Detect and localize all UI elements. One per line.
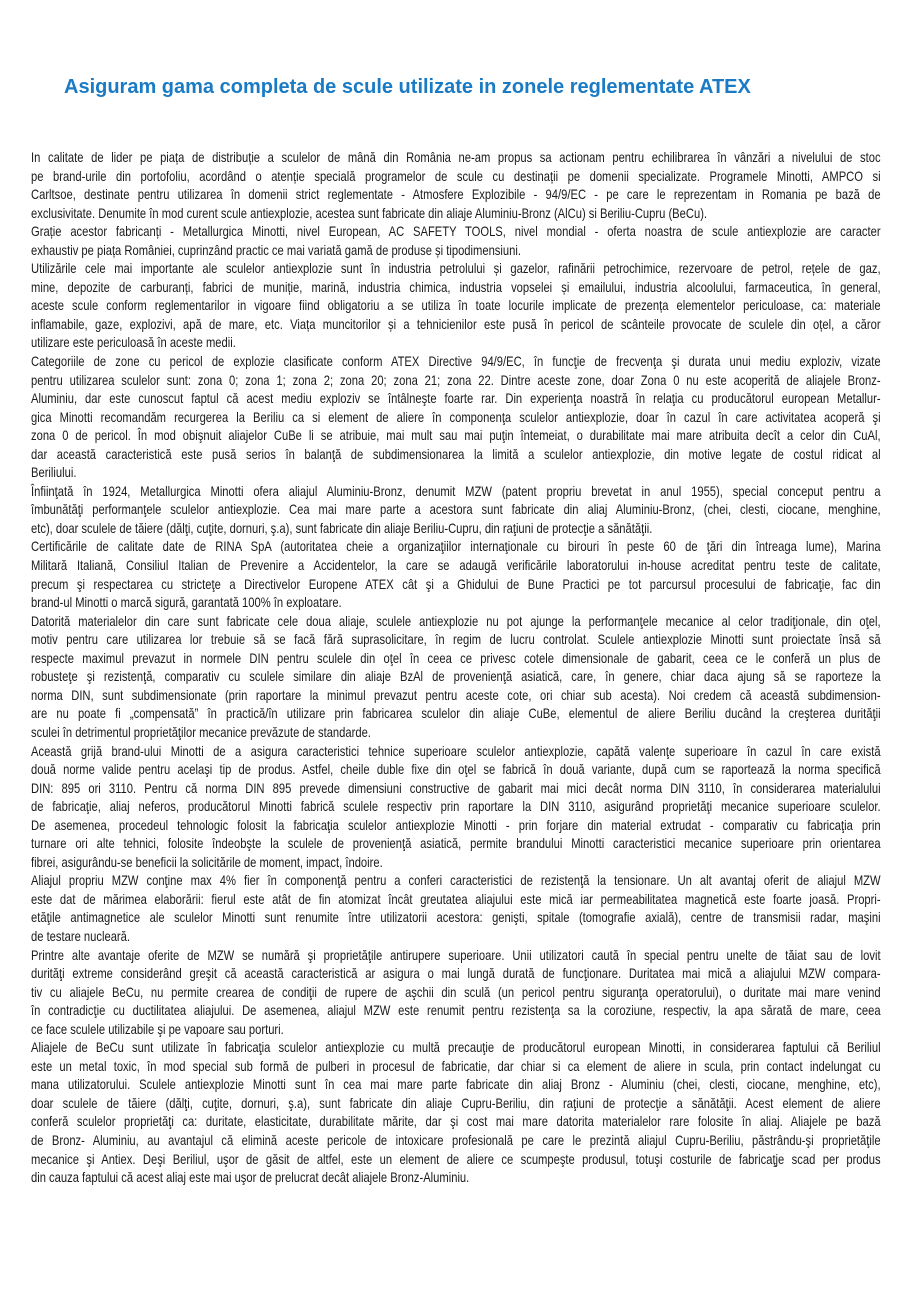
paragraph-line: Categoriile de zone cu pericol de explozie clasificate conform ATEX Directive 94/9/EC, în funcţie de frecvenţa şi durata unui mediu exploziv, vizate <box>31 353 881 370</box>
paragraph-line: conferă sculelor proprietăţi ca: duritate, elasticitate, durabilitate mărite, dar şi cost mai mare datorita materialelor rare folosite în aliaj. Aliajele pe bază <box>31 1113 881 1130</box>
paragraph-line: în contradicţie cu ductilitatea aliajului. De asemenea, aliajul MZW este renumit pentru rezistenţa sa la coroziune, respectiv, la apa sărată de mare, ceea <box>31 1002 881 1019</box>
paragraph-line: de Bronz- Aluminiu, au avantajul că elimină aceste pericole de intoxicare profesională pe care le prezintă aliajul Cupru-Beriliu, păstrându-şi proprietăţile <box>31 1131 881 1148</box>
paragraph <box>31 222 881 259</box>
paragraph <box>31 352 881 482</box>
paragraph-line: Această grijă brand-ului Minotti de a asigura caracteristici tehnice superioare sculelor antiexplozie, capătă valenţe superioare în cazul în care există <box>31 742 881 759</box>
paragraph-line: mecanice şi Antiex. Deşi Beriliul, uşor de găsit de altfel, este un element de aliere ce scumpeşte produsul, totuşi costurile de fabricaţje scad per produs <box>31 1150 881 1167</box>
paragraph-line: brand-ul Minotti o marcă sigură, garantată 100% în exploatare. <box>31 594 342 611</box>
paragraph-line: durităţi extreme considerând greşit că această caracteristică ar asigura o mai lungă durată de funcţionare. Duritatea mai mică a aliajului MZW compara- <box>31 965 881 982</box>
paragraph-line: zona 0 de pericol. În mod obişnuit aliajelor CuBe li se atribuie, mai mult sau mai puţin întemeiat, o durabilitate mai mare atribuita decît a celor din CuAl, <box>31 427 881 444</box>
paragraph-line: gica Minotti recomandăm recurgerea la Beriliu ca si element de aliere în componenţa sculelor antiexplozie, doar în cazul în care activitatea acoperă şi <box>31 408 881 425</box>
paragraph-line: De asemenea, procedeul tehnologic folosit la fabricaţia sculelor antiexplozie Minotti - prin forjare din material extrudat - comparativ cu fabricaţia prin <box>31 816 881 833</box>
paragraph-line: Grație acestor fabricanți - Metallurgica Minotti, nivel European, AC SAFETY TOOLS, nivel mondial - oferta noastra de scule antiexplozie are caracter <box>31 223 881 240</box>
paragraph-line: sculei în detrimentul proprietăţilor mecanice prevăzute de standarde. <box>31 723 371 740</box>
paragraph-line: turnare ori alte tehnici, folosite îndeobşte la sculele de provenienţă asiatică, permite brandului Minotti caracteristici mecanice superioare prin orientarea <box>31 835 881 852</box>
paragraph <box>31 148 881 222</box>
paragraph-line: fibrei, asigurându-se beneficii la solicitările de moment, impact, îndoire. <box>31 853 383 870</box>
paragraph-line: Aliajul propriu MZW conţine max 4% fier în componenţă pentru a conferi caracteristici de rezistenţă la tensionare. Un alt avantaj oferit de aliajul MZW <box>31 872 881 889</box>
article-body <box>31 148 881 1187</box>
paragraph-line: Aliajele de BeCu sunt utilizate în fabricaţia sculelor antiexplozie cu multă precauţie de producătorul european Minotti, in considerarea faptului că Beriliul <box>31 1039 881 1056</box>
paragraph <box>31 1038 881 1186</box>
paragraph-line: DIN: 895 ori 3110. Pentru că norma DIN 895 prevede dimensiuni constructive de gabarit mai mici decât norma DIN 3110, în considerarea materialului <box>31 779 881 796</box>
page-title: Asiguram gama completa de scule utilizate in zonele reglementate ATEX <box>64 76 751 98</box>
paragraph-line: are nu poate fi „compensată” în practică/în utilizare prin fabricarea sculelor din aliaje CuBe, elementul de aliere Beriliu ducând la creşterea durităţii <box>31 705 881 722</box>
paragraph-line: Carltsoe, destinate pentru utilizarea în domenii strict reglementate - Atmosfere Explozibile - 94/9/EC - pe care le reprezentam in Romania pe bază de <box>31 186 881 203</box>
paragraph-line: Utilizările cele mai importante ale sculelor antiexplozie sunt în industria petrolului și gazelor, rafinării petrochimice, rezervoare de petrol, rețele de gaz, <box>31 260 881 277</box>
paragraph-line: respecte maximul prevazut in normele DIN pentru sculele din oţel în ceea ce privesc cotele dimensionale de gabarit, ceea ce le conferă un plus de <box>31 649 881 666</box>
paragraph-line: este dat de mărimea elaborării: fierul este atât de fin atomizat încât greutatea aliajului este mică iar permeabilitatea magnetică este foarte joasă. Propri- <box>31 890 881 907</box>
paragraph-line: exhaustiv pe piața României, cuprinzând practic ce mai variată gamă de produse și tipodimensiuni. <box>31 241 521 258</box>
paragraph-line: ce face sculele utilizabile şi pe vapoare sau porturi. <box>31 1020 284 1037</box>
paragraph-line: exclusivitate. Denumite în mod curent scule antiexplozie, acestea sunt fabricate din aliaje Aluminiu-Bronz (AlCu) si Beriliu-Cupru (BeCu). <box>31 204 708 221</box>
paragraph-line: tiv cu aliajele BeCu, nu permite crearea de condiţii de rupere de aşchii din sculă (un pericol pentru siguranţa operatorului), o duritate mai mare venind <box>31 983 881 1000</box>
paragraph-line: Printre alte avantaje oferite de MZW se numără şi proprietăţile antirupere superioare. Unii utilizatori caută în special pentru unelte de tăiat sau de lovit <box>31 946 881 963</box>
paragraph-line: etăţile antimagnetice ale sculelor Minotti sunt renumite între utilizatorii acestora: genişti, spitale (tomografie axială), centre de transmisii radar, maşini <box>31 909 881 926</box>
paragraph-line: de testare nucleară. <box>31 927 130 944</box>
paragraph-line: dar această caracteristică este pusă serios în balanţă de subdimensionarea la limită a sculelor antiexplozie, din motive legate de costul ridicat al <box>31 445 881 462</box>
paragraph-line: de fabricaţie, aliaj neferos, producătorul Minotti fabrică sculele respectiv prin raportare la DIN 3110, asigurând proprietăţi mecanice superioare sculelor. <box>31 798 881 815</box>
paragraph-line: utilizare este periculoasă în aceste medii. <box>31 334 236 351</box>
paragraph-line: mine, depozite de carburanți, fabrici de muniție, marină, industria chimica, industria vopselei și emailului, industria alcoolului, farmaceutica, în general, <box>31 278 881 295</box>
paragraph-line: Aluminiu, dar este cunoscut faptul că acest mediu exploziv se întâlneşte foarte rar. Din experienţa noastră în relaţia cu producătorul european Metallur- <box>31 390 881 407</box>
paragraph-line: două norme valide pentru acelaşi tip de produs. Astfel, cheile duble fixe din oţel se fabrică în două variante, după cum se raportează la norma specifică <box>31 761 881 778</box>
paragraph-line: îmbunătăţi performanţele sculelor antiexplozie. Cea mai mare parte a acestora sunt fabricate din aliaj Aluminiu-Bronz, (chei, clesti, ciocane, menghine, <box>31 501 881 518</box>
paragraph <box>31 742 881 872</box>
paragraph-line: In calitate de lider pe piața de distribuție a sculelor de mână din România ne-am propus sa actionam pentru echilibrarea în vânzări a nivelului de stoc <box>31 149 881 165</box>
paragraph-line: inflamabile, gaze, explozivi, apă de mare, etc. Viața muncitorilor și a tehnicienilor este pusă în pericol de scânteile provocate de sculele din oțel, a căror <box>31 315 881 332</box>
paragraph <box>31 612 881 742</box>
paragraph-line: mana utilizatorului. Sculele antiexplozie Minotti sunt în cea mai mare parte fabricate din aliaj Bronz - Aluminiu (chei, clesti, ciocane, menghine, etc), <box>31 1076 881 1093</box>
paragraph-line: Militară Italiană, Consiliul Italian de Prevenire a Accidentelor, la care se adaugă verificările laboratorului in-house acreditat pentru teste de calitate, <box>31 557 881 574</box>
paragraph-line: precum şi respectarea cu stricteţe a Directivelor Europene ATEX cât şi a Ghidului de Bune Practici pe tot parcursul procesului de fabricaţie, fac din <box>31 575 881 592</box>
paragraph <box>31 537 881 611</box>
paragraph <box>31 482 881 538</box>
paragraph-line: Beriliului. <box>31 464 77 481</box>
paragraph <box>31 259 881 352</box>
paragraph-line: etc), doar sculele de tăiere (dălţi, cuţite, dornuri, ş.a), sunt fabricate din aliaje Beriliu-Cupru, din raţiuni de protecţie a sănătăţii. <box>31 519 653 536</box>
paragraph-line: pe brand-urile din portofoliu, acordând o atenție specială programelor de scule cu destinații pe domenii specializate. Programele Minotti, AMPCO si <box>31 167 881 184</box>
paragraph-line: din cauza faptului că acest aliaj este mai uşor de prelucrat decât aliajele Bronz-Aluminiu. <box>31 1169 470 1186</box>
paragraph-line: Datorită materialelor din care sunt fabricate cele doua aliaje, sculele antiexplozie nu pot ajunge la performanţele mecanice al celor tradiţionale, din oţel, <box>31 612 881 629</box>
paragraph-line: aceste scule conform reglementarilor in vigoare fiind obligatoriu a se utiliza în toate locurile implicate de prezența elementelor periculoase, ca: materiale <box>31 297 881 314</box>
paragraph-line: pentru utilizarea sculelor sunt: zona 0; zona 1; zona 2; zona 20; zona 21; zona 22. Dintre aceste zone, doar Zona 0 nu este acoperită de aliajele Bronz- <box>31 371 881 388</box>
paragraph <box>31 946 881 1039</box>
paragraph-line: norma DIN, sunt subdimensionate (prin raportare la minimul prevazut pentru aceste cote, ori chiar sub acesta). Noi credem că această subdimension- <box>31 686 881 703</box>
paragraph-line: este un metal toxic, în mod special sub formă de pulberi in procesul de fabricatie, dar chiar si ca element de aliere in scula, prin contact indelungat cu <box>31 1057 881 1074</box>
paragraph-line: doar sculele de tăiere (dălţi, cuţite, dornuri, ş.a), sunt fabricate din aliaje Cupru-Beriliu, din raţiuni de protecţie a sănătăţii. Acest element de aliere <box>31 1094 881 1111</box>
paragraph-line: Înfiinţată în 1924, Metallurgica Minotti ofera aliajul Aluminiu-Bronz, denumit MZW (patent propriu brevetat in anul 1955), special conceput pentru a <box>31 482 881 499</box>
paragraph-line: motiv pentru care utilizarea lor trebuie să se facă fără suprasolicitare, în regim de lucru controlat. Sculele antiexplozie Minotti sunt proiectate însă să <box>31 631 881 648</box>
paragraph-line: robusteţe şi rezistenţă, comparativ cu sculele similare din aliaje BzAl de provenienţă asiatică, care, în genere, chiar daca ajung să se raporteze la <box>31 668 881 685</box>
paragraph-line: Certificările de calitate date de RINA SpA (autoritatea cheie a organizaţiilor internaţionale cu birouri în peste 60 de ţări din întreaga lume), Marina <box>31 538 881 555</box>
paragraph <box>31 871 881 945</box>
